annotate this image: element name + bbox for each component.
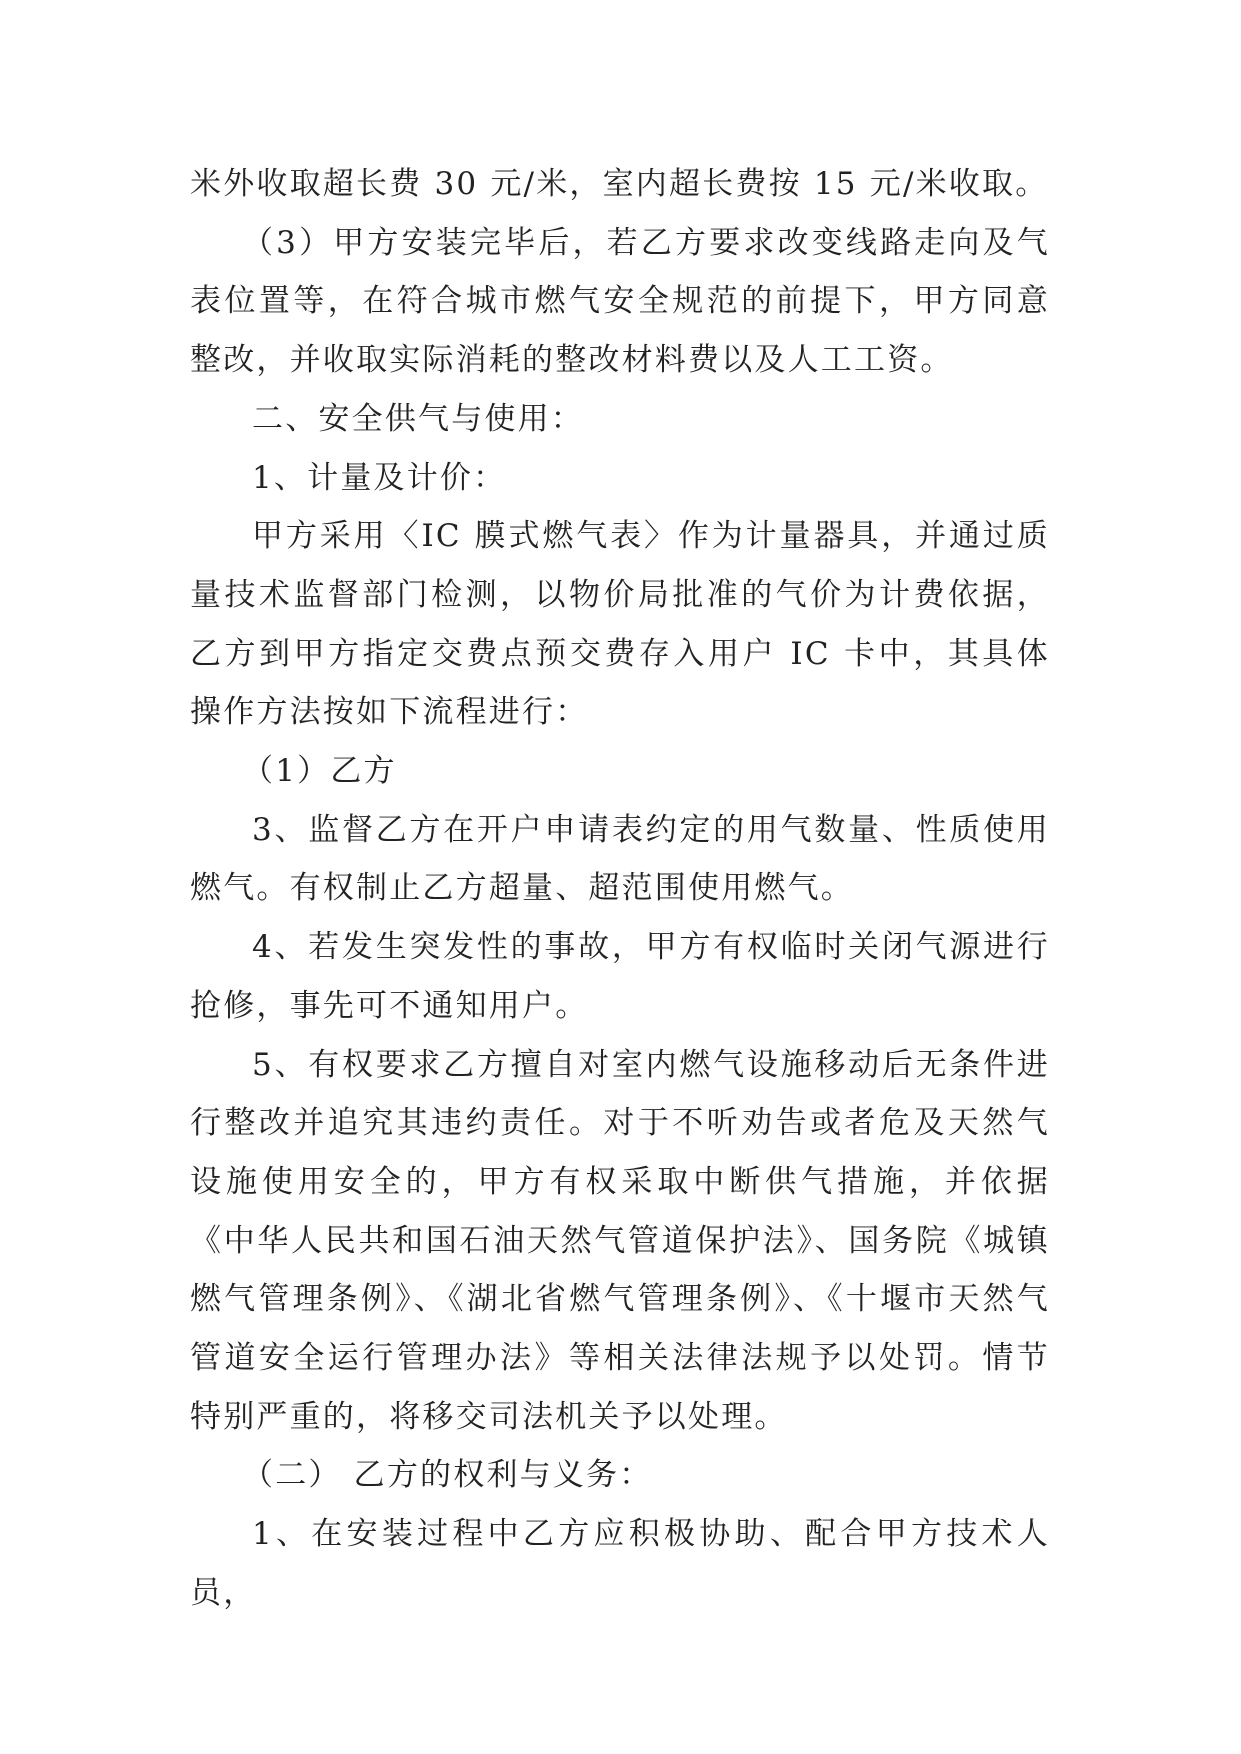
paragraph-ic-meter: 甲方采用〈IC 膜式燃气表〉作为计量器具，并通过质量技术监督部门检测，以物价局批准的气价为计费依据，乙方到甲方指定交费点预交费存入用户 IC 卡中，其具体操作方法按如下流程进行： — [190, 518, 1050, 731]
paragraph-installation-cooperation: 1、在安装过程中乙方应积极协助、配合甲方技术人员， — [190, 1516, 1050, 1611]
paragraph-emergency-shutoff: 4、若发生突发性的事故，甲方有权临时关闭气源进行抢修，事先可不通知用户。 — [190, 929, 1050, 1024]
section-heading-safe-supply: 二、安全供气与使用： — [252, 400, 584, 437]
subheading-metering-pricing: 1、计量及计价： — [252, 459, 507, 496]
paragraph-party-b-item-1: （1）乙方 — [242, 753, 397, 790]
section-heading-party-b-rights: （二） 乙方的权利与义务： — [242, 1457, 653, 1494]
paragraph-rectification-penalty: 5、有权要求乙方擅自对室内燃气设施移动后无条件进行整改并追究其违约责任。对于不听劝告或者危及天然气设施使用安全的，甲方有权采取中断供气措施，并依据《中华人民共和国石油天然气管道保护法》、国务院《城镇燃气管理条例》、《湖北省燃气管理条例》、《十堰市天然气管道安全运行管理办法》等相关法律法规予以处罚。情节特别严重的，将移交司法机关予以处理。 — [190, 1046, 1050, 1435]
paragraph-rework-terms: （3）甲方安装完毕后，若乙方要求改变线路走向及气表位置等，在符合城市燃气安全规范的前提下，甲方同意整改，并收取实际消耗的整改材料费以及人工工资。 — [190, 224, 1050, 379]
document-body — [190, 155, 1050, 1623]
paragraph-fee-rates: 米外收取超长费 30 元/米，室内超长费按 15 元/米收取。 — [190, 166, 1049, 202]
paragraph-supervise-usage: 3、监督乙方在开户申请表约定的用气数量、性质使用燃气。有权制止乙方超量、超范围使用燃气。 — [190, 811, 1050, 907]
